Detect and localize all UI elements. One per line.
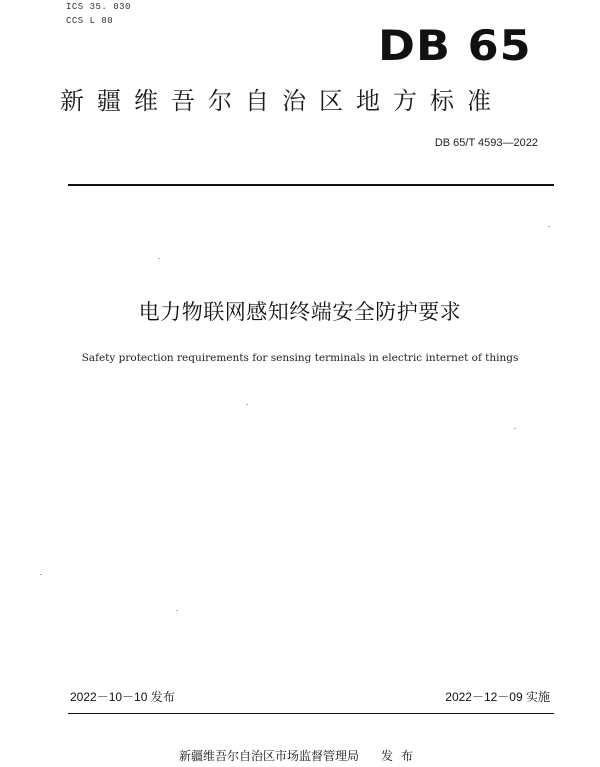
title-chinese: 电力物联网感知终端安全防护要求 [138,300,462,324]
top-divider [68,184,554,186]
issuer-title: 新疆维吾尔自治区地方标准 [60,87,504,115]
scan-speck [548,226,550,227]
publish-date: 2022－10－10 发布 [70,690,175,704]
implement-date: 2022－12－09 实施 [445,690,550,704]
footer-issuer [0,747,600,764]
footer-issuer-name: 新疆维吾尔自治区市场监督管理局 [178,749,359,763]
footer-issue-action: 发布 [381,749,422,763]
scan-speck [176,610,178,611]
db65-logo: DB 65 [378,21,532,70]
scan-speck [514,428,516,429]
scan-speck [158,258,160,259]
title-english: Safety protection requirements for sensing terminals in electric internet of things [81,352,519,364]
standard-number: DB 65/T 4593—2022 [434,137,538,149]
scan-speck [246,404,248,405]
ics-code: ICS 35. 030 [66,2,131,12]
scan-speck [40,574,42,575]
bottom-divider [68,713,554,714]
ccs-code: CCS L 80 [66,16,114,26]
